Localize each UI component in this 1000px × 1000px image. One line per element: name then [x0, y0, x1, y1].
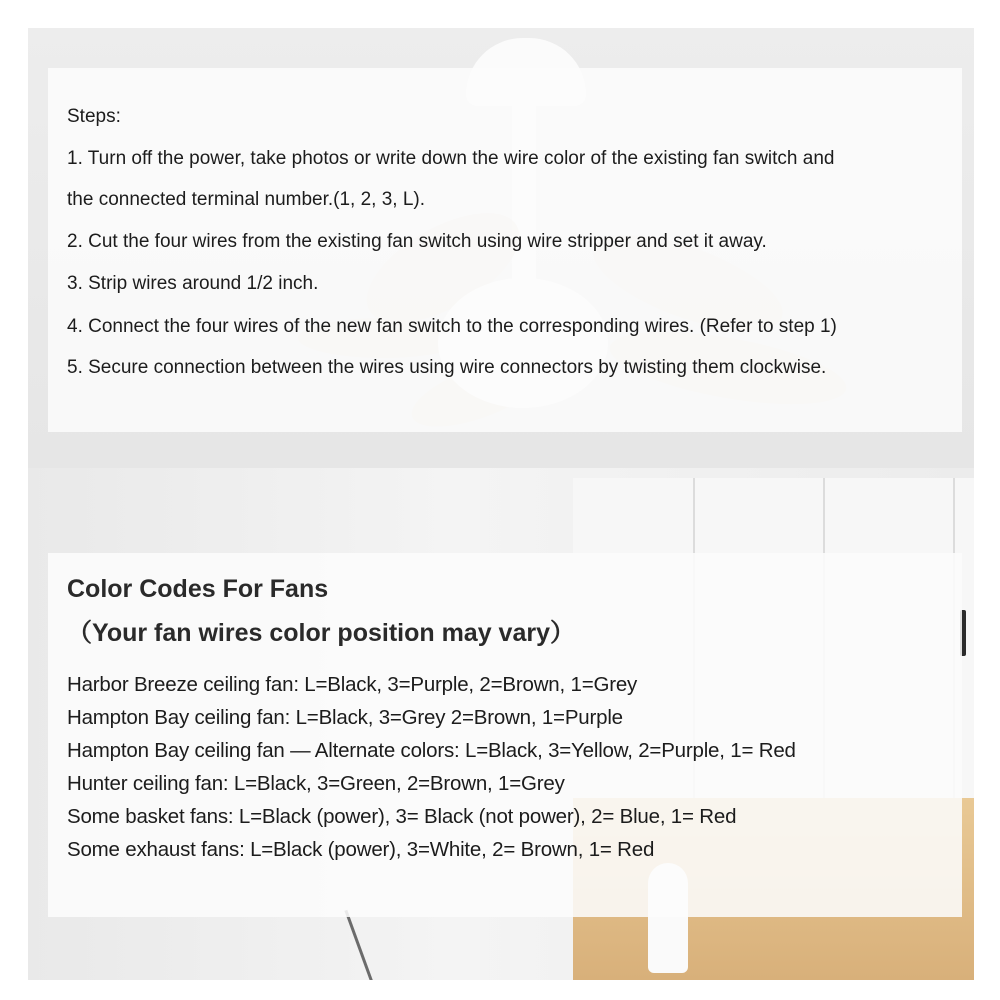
step-line: 3. Strip wires around 1/2 inch.: [67, 273, 319, 294]
color-code-line: Some exhaust fans: L=Black (power), 3=White, 2= Brown, 1= Red: [67, 838, 655, 861]
step-line: 4. Connect the four wires of the new fan switch to the corresponding wires. (Refer to step 1): [67, 316, 837, 337]
step-line: 1. Turn off the power, take photos or write down the wire color of the existing fan switch and: [67, 148, 835, 169]
step-line: 5. Secure connection between the wires using wire connectors by twisting them clockwise.: [67, 357, 827, 378]
color-code-line: Hampton Bay ceiling fan: L=Black, 3=Grey 2=Brown, 1=Purple: [67, 706, 623, 729]
color-code-line: Harbor Breeze ceiling fan: L=Black, 3=Purple, 2=Brown, 1=Grey: [67, 673, 638, 696]
step-line: 2. Cut the four wires from the existing fan switch using wire stripper and set it away.: [67, 231, 767, 252]
color-code-line: Some basket fans: L=Black (power), 3= Black (not power), 2= Blue, 1= Red: [67, 805, 737, 828]
color-codes-panel: [48, 553, 962, 917]
steps-heading: Steps:: [67, 106, 121, 127]
color-code-line: Hampton Bay ceiling fan — Alternate colors: L=Black, 3=Yellow, 2=Purple, 1= Red: [67, 739, 796, 762]
step-line: the connected terminal number.(1, 2, 3, L).: [67, 189, 426, 210]
color-code-line: Hunter ceiling fan: L=Black, 3=Green, 2=Brown, 1=Grey: [67, 772, 565, 795]
steps-panel: [48, 68, 962, 432]
color-codes-subtitle: （Your fan wires color position may vary）: [67, 619, 575, 647]
color-codes-title: Color Codes For Fans: [67, 575, 329, 603]
